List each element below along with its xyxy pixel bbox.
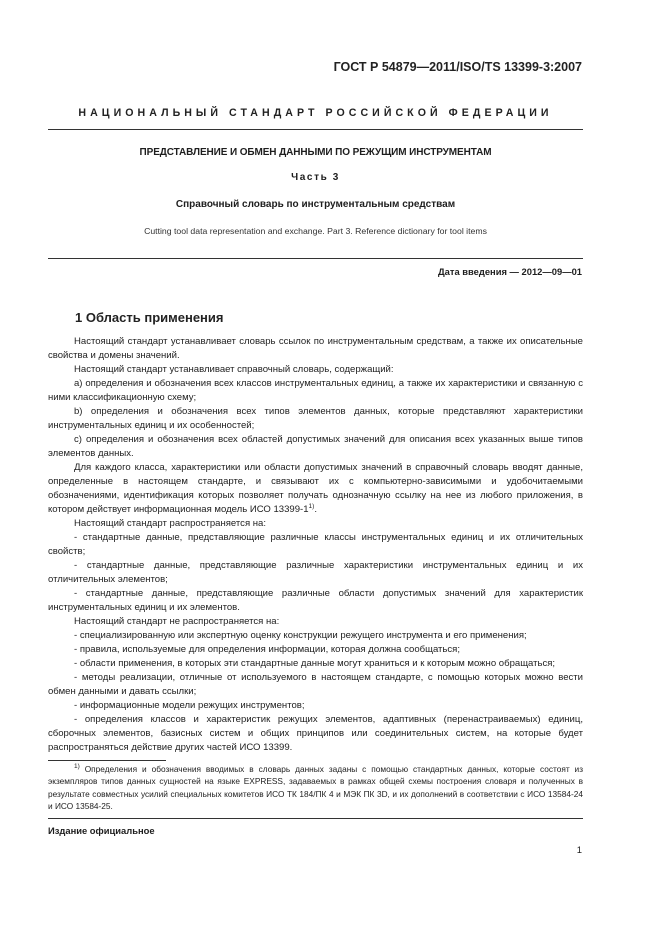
- paragraph: Настоящий стандарт не распространяется на:: [74, 616, 280, 627]
- list-item: - определения классов и характеристик режущих элементов, адаптивных (перенастраиваемых) единиц, сборочных элементов, базисных систем и общих принципов или соединительных систем, на которые будет распространяться действие других частей ИСО 13399.: [48, 714, 583, 753]
- list-item: - правила, используемые для определения информации, которая должна сообщаться;: [74, 644, 461, 655]
- part-label: Часть 3: [291, 172, 340, 183]
- paragraph-end: .: [314, 504, 317, 515]
- paragraph: Настоящий стандарт устанавливает словарь ссылок по инструментальным средствам, а также их описательные свойства и домены значений.: [48, 336, 583, 361]
- section-body: [48, 335, 583, 755]
- footnote-text: Определения и обозначения вводимых в словарь данных заданы с помощью стандартных данных, которые состоят из экземпляров типов данных сущностей на языке EXPRESS, задаваемых в рамках общей схемы построения словаря и полученных в результате совместных усилий специальных комитетов ИСО ТК 184/ПК 4 и МЭК ПК 3D, и их дополнений в соответствии с ИСО 13584-24 и ИСО 13584-25.: [48, 764, 583, 811]
- footnote-reference: 1): [308, 502, 315, 510]
- list-item: - методы реализации, отличные от используемого в настоящем стандарте, с помощью которых можно вести обмен данными и давать ссылки;: [48, 672, 583, 697]
- paragraph: Настоящий стандарт распространяется на:: [74, 518, 266, 529]
- list-item: - специализированную или экспертную оценку конструкции режущего инструмента и его применения;: [74, 630, 527, 641]
- header-divider: [48, 129, 583, 130]
- document-subtitle: Справочный словарь по инструментальным средствам: [175, 199, 456, 210]
- section-heading: 1 Область применения: [75, 310, 224, 325]
- paragraph: [48, 461, 583, 517]
- title-divider: [48, 258, 583, 259]
- page-number: 1: [576, 845, 582, 856]
- footnote-marker: 1): [74, 763, 80, 771]
- standard-number: ГОСТ Р 54879—2011/ISO/TS 13399-3:2007: [333, 60, 582, 74]
- paragraph-text: Для каждого класса, характеристики или области допустимых значений в справочный словарь вводят данные, определенные в настоящем стандарте, и связывают их с компьютерно-зависимыми и удобочитаемыми обозначениями, идентификация которых позволяет получать однозначную ссылку на нее из любого приложения, в котором действует информационная модель ИСО 13399-1: [48, 462, 583, 515]
- list-item: - стандартные данные, представляющие различные классы инструментальных единиц и их отличительных свойств;: [48, 532, 583, 557]
- document-title: ПРЕДСТАВЛЕНИЕ И ОБМЕН ДАННЫМИ ПО РЕЖУЩИМ ИНСТРУМЕНТАМ: [139, 147, 492, 158]
- paragraph: Настоящий стандарт устанавливает справочный словарь, содержащий:: [74, 364, 394, 375]
- list-item: b) определения и обозначения всех типов элементов данных, которые представляют характеристики инструментальных единиц и их особенностей;: [48, 406, 583, 431]
- list-item: - области применения, в которых эти стандартные данные могут храниться и к которым можно обращаться;: [74, 658, 556, 669]
- footnote-separator: [48, 760, 166, 761]
- list-item: c) определения и обозначения всех областей допустимых значений для описания всех указанных выше типов элементов данных.: [48, 434, 583, 459]
- footer-divider: [48, 818, 583, 819]
- english-title: Cutting tool data representation and exchange. Part 3. Reference dictionary for tool items: [144, 226, 487, 236]
- list-item: - стандартные данные, представляющие различные области допустимых значений для характеристик инструментальных единиц и их элементов.: [48, 588, 583, 613]
- list-item: а) определения и обозначения всех классов инструментальных единиц, а также их характеристики и связанную с ними классификационную схему;: [48, 378, 583, 403]
- national-standard-banner: НАЦИОНАЛЬНЫЙ СТАНДАРТ РОССИЙСКОЙ ФЕДЕРАЦИИ: [78, 107, 553, 119]
- list-item: - информационные модели режущих инструментов;: [74, 700, 305, 711]
- list-item: - стандартные данные, представляющие различные характеристики инструментальных единиц и их отличительных элементов;: [48, 560, 583, 585]
- edition-label: Издание официальное: [48, 825, 155, 836]
- introduction-date: Дата введения — 2012—09—01: [437, 266, 582, 277]
- footnote: [48, 763, 583, 812]
